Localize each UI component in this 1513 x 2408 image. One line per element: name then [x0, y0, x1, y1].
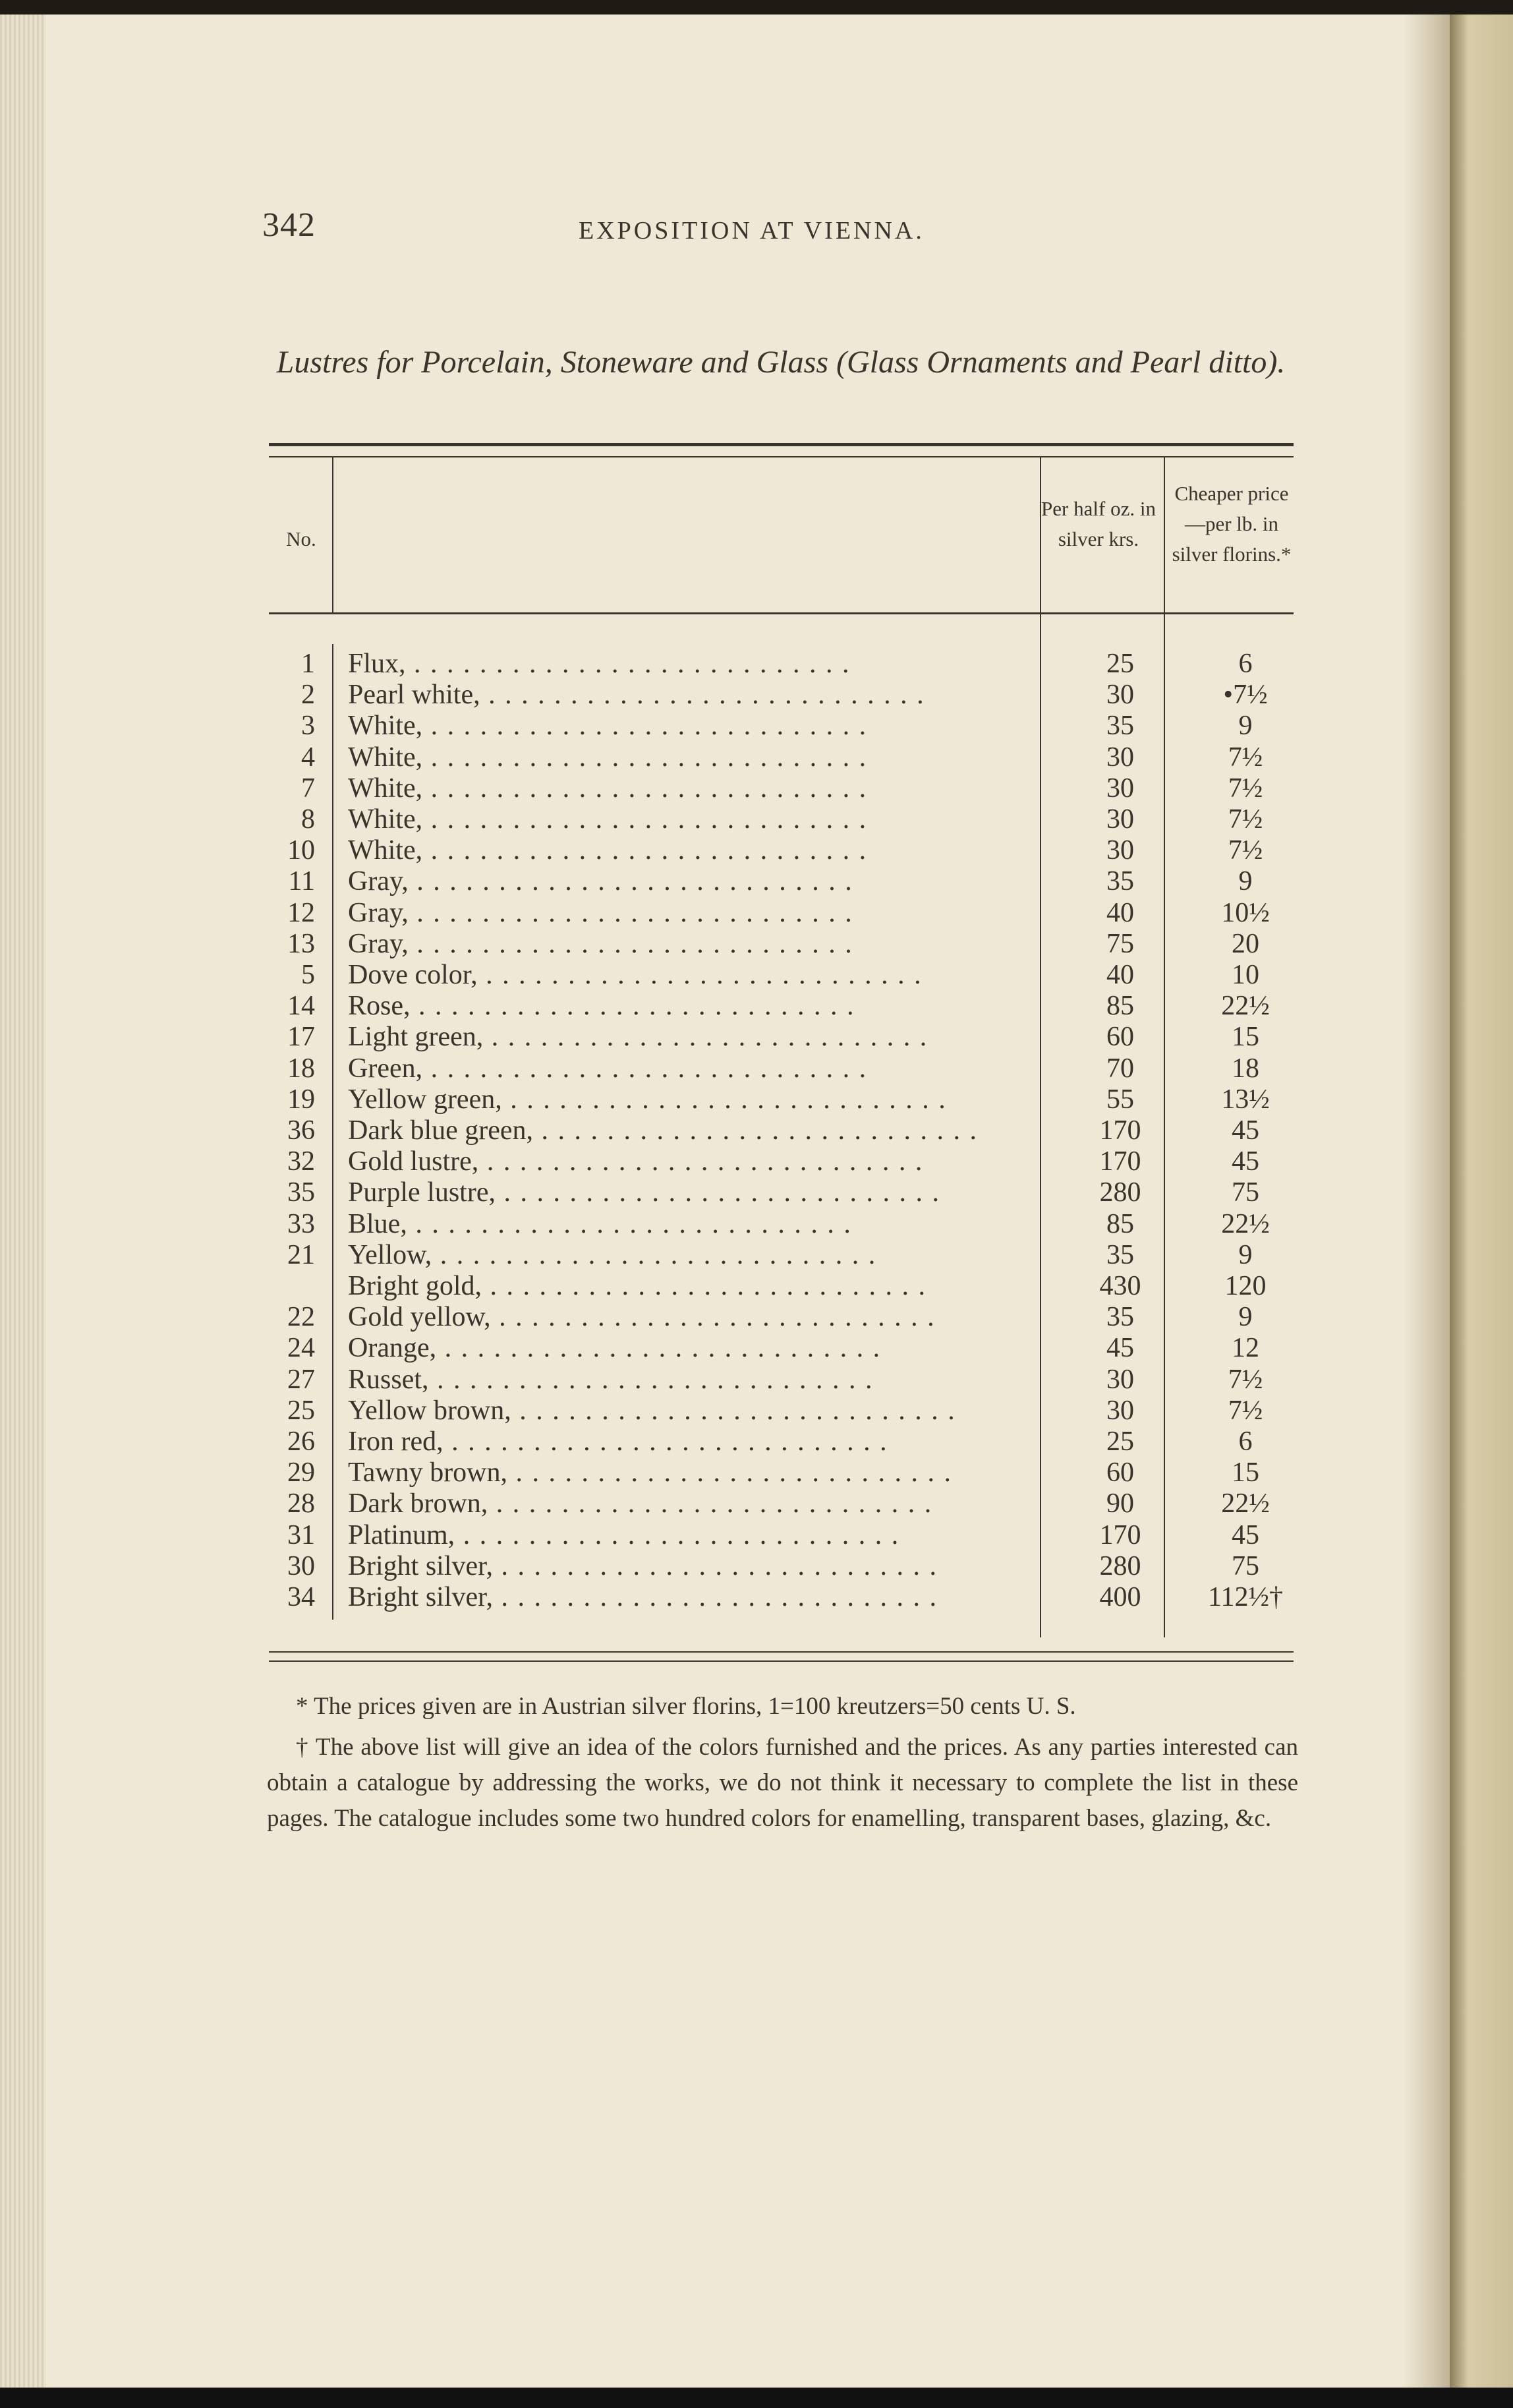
dot-leader: . . . . . . . . . . . . . . . . . . . . . . . . . . .	[408, 897, 853, 928]
price-kreuzers: 430	[1099, 1271, 1141, 1301]
color-name	[348, 1053, 1020, 1084]
price-florins: 22½	[1221, 1208, 1270, 1239]
row-number: 22	[287, 1302, 315, 1333]
table-row	[0, 1551, 1450, 1582]
price-florins: 45	[1232, 1146, 1259, 1177]
row-number: 29	[287, 1457, 315, 1488]
color-name-text: Green,	[348, 1053, 423, 1084]
dot-leader: . . . . . . . . . . . . . . . . . . . . . . . . . . .	[422, 711, 868, 742]
price-florins: 9	[1238, 1239, 1253, 1270]
price-florins: 7½	[1228, 835, 1263, 866]
row-number: 27	[287, 1364, 315, 1395]
color-name-text: Gray,	[348, 866, 409, 897]
dot-leader: . . . . . . . . . . . . . . . . . . . . . . . . . . .	[507, 1457, 953, 1488]
price-florins: 7½	[1228, 773, 1263, 804]
table-row	[0, 1333, 1450, 1364]
row-number: 8	[301, 804, 315, 835]
color-name	[348, 1333, 1020, 1364]
dot-leader: . . . . . . . . . . . . . . . . . . . . . . . . . . .	[488, 1488, 933, 1519]
color-name	[348, 991, 1020, 1022]
row-number: 35	[287, 1177, 315, 1208]
row-number: 4	[301, 742, 315, 773]
table-row	[0, 1240, 1450, 1271]
table-row	[0, 835, 1450, 866]
table-row	[0, 1365, 1450, 1395]
price-kreuzers: 280	[1099, 1177, 1141, 1208]
price-florins: 120	[1224, 1271, 1267, 1301]
price-kreuzers: 30	[1106, 835, 1134, 866]
footnote-dagger: † The above list will give an idea of the colors furnished and the prices. As any parties interested can obtain a catalogue by addressing the works, we do not think it necessary to complete the list in these pages. The catalogue includes some two hundred colors for enamelling, transparent bases, glazing, &c.	[267, 1734, 1298, 1832]
price-kreuzers: 85	[1106, 991, 1134, 1022]
table-row	[0, 1395, 1450, 1426]
row-number: 12	[287, 897, 315, 928]
color-name-text: White,	[348, 742, 423, 773]
color-name-text: Iron red,	[348, 1426, 443, 1457]
price-kreuzers: 170	[1099, 1519, 1141, 1550]
price-kreuzers: 35	[1106, 866, 1134, 897]
color-name	[348, 1302, 1020, 1333]
color-name-text: Bright silver,	[348, 1582, 493, 1612]
color-name	[348, 1115, 1020, 1146]
table-row	[0, 773, 1450, 804]
price-kreuzers: 280	[1099, 1550, 1141, 1581]
price-kreuzers: 35	[1106, 1302, 1134, 1333]
price-florins: 20	[1232, 928, 1259, 959]
table-row	[0, 898, 1450, 929]
price-kreuzers: 170	[1099, 1146, 1141, 1177]
price-florins: 15	[1232, 1022, 1259, 1053]
row-number: 18	[287, 1053, 315, 1084]
table-row	[0, 742, 1450, 773]
color-name-text: Purple lustre,	[348, 1177, 496, 1208]
color-name-text: Flux,	[348, 649, 406, 679]
row-number: 11	[288, 866, 315, 897]
price-florins: 7½	[1228, 1395, 1263, 1426]
row-number: 2	[301, 680, 315, 711]
table-row	[0, 1022, 1450, 1053]
price-kreuzers: 70	[1106, 1053, 1134, 1084]
table-row	[0, 649, 1450, 680]
row-number: 17	[287, 1022, 315, 1053]
color-name-text: Bright gold,	[348, 1271, 482, 1301]
dot-leader: . . . . . . . . . . . . . . . . . . . . . . . . . . .	[478, 1146, 924, 1177]
color-name	[348, 898, 1020, 929]
table-row	[0, 1520, 1450, 1551]
row-number: 32	[287, 1146, 315, 1177]
price-kreuzers: 60	[1106, 1457, 1134, 1488]
price-kreuzers: 30	[1106, 1395, 1134, 1426]
color-name	[348, 1457, 1020, 1488]
price-florins: 12	[1232, 1333, 1259, 1364]
price-florins: •7½	[1223, 680, 1268, 711]
color-name-text: Gray,	[348, 928, 409, 959]
price-kreuzers: 25	[1106, 1426, 1134, 1457]
row-number: 34	[287, 1582, 315, 1612]
dot-leader: . . . . . . . . . . . . . . . . . . . . . . . . . . .	[511, 1395, 956, 1426]
row-number: 21	[287, 1239, 315, 1270]
price-kreuzers: 400	[1099, 1582, 1141, 1612]
column-header-no: No.	[286, 527, 316, 550]
color-name	[348, 1022, 1020, 1053]
color-name-text: Gray,	[348, 897, 409, 928]
table-row	[0, 960, 1450, 991]
color-name	[348, 680, 1020, 711]
dot-leader: . . . . . . . . . . . . . . . . . . . . . . . . . . .	[428, 1364, 874, 1395]
price-florins: 10½	[1221, 897, 1270, 928]
color-name-text: Gold lustre,	[348, 1146, 479, 1177]
column-header-kreuzers: Per half oz. in silver krs.	[1041, 497, 1156, 550]
footnote-asterisk: * The prices given are in Austrian silver florins, 1=100 kreutzers=50 cents U. S.	[296, 1693, 1076, 1720]
color-name-text: White,	[348, 835, 423, 866]
dot-leader: . . . . . . . . . . . . . . . . . . . . . . . . . . .	[495, 1177, 940, 1208]
dot-leader: . . . . . . . . . . . . . . . . . . . . . . . . . . .	[482, 1271, 927, 1301]
table-row	[0, 1488, 1450, 1519]
dot-leader: . . . . . . . . . . . . . . . . . . . . . . . . . . .	[432, 1239, 877, 1270]
dot-leader: . . . . . . . . . . . . . . . . . . . . . . . . . . .	[477, 960, 923, 990]
price-florins: 6	[1238, 649, 1253, 679]
table-bottom-rule-thin	[269, 1660, 1294, 1662]
color-name-text: Blue,	[348, 1208, 407, 1239]
dot-leader: . . . . . . . . . . . . . . . . . . . . . . . . . . .	[483, 1022, 928, 1053]
color-name	[348, 1365, 1020, 1395]
price-florins: 45	[1232, 1115, 1259, 1146]
table-row	[0, 711, 1450, 742]
color-name-text: Orange,	[348, 1333, 437, 1364]
price-florins: 7½	[1228, 742, 1263, 773]
color-name	[348, 711, 1020, 742]
price-florins: 18	[1232, 1053, 1259, 1084]
color-name	[348, 1240, 1020, 1271]
table-row	[0, 1271, 1450, 1302]
table-top-rule	[269, 443, 1294, 446]
price-florins: 22½	[1221, 991, 1270, 1022]
page-number: 342	[262, 206, 316, 244]
price-kreuzers: 25	[1106, 649, 1134, 679]
row-number: 5	[301, 960, 315, 990]
table-bottom-rule	[269, 1651, 1294, 1653]
color-name	[348, 649, 1020, 680]
scan-border	[0, 2388, 1513, 2408]
table-row	[0, 1146, 1450, 1177]
color-name	[348, 1395, 1020, 1426]
dot-leader: . . . . . . . . . . . . . . . . . . . . . . . . . . .	[407, 1208, 852, 1239]
price-florins: 15	[1232, 1457, 1259, 1488]
column-divider	[332, 457, 333, 613]
price-florins: 9	[1238, 1302, 1253, 1333]
color-name	[348, 866, 1020, 897]
table-row	[0, 1426, 1450, 1457]
row-number: 13	[287, 928, 315, 959]
row-number: 36	[287, 1115, 315, 1146]
price-kreuzers: 40	[1106, 960, 1134, 990]
table-row	[0, 680, 1450, 711]
color-name-text: White,	[348, 773, 423, 804]
price-florins: 22½	[1221, 1488, 1270, 1519]
dot-leader: . . . . . . . . . . . . . . . . . . . . . . . . . . .	[490, 1302, 936, 1333]
price-kreuzers: 55	[1106, 1084, 1134, 1115]
running-title: EXPOSITION AT VIENNA.	[579, 217, 925, 245]
color-name-text: Gold yellow,	[348, 1302, 491, 1333]
color-name-text: White,	[348, 804, 423, 835]
row-number: 28	[287, 1488, 315, 1519]
dot-leader: . . . . . . . . . . . . . . . . . . . . . . . . . . .	[410, 991, 855, 1022]
row-number: 24	[287, 1333, 315, 1364]
price-kreuzers: 45	[1106, 1333, 1134, 1364]
dot-leader: . . . . . . . . . . . . . . . . . . . . . . . . . . .	[443, 1426, 888, 1457]
dot-leader: . . . . . . . . . . . . . . . . . . . . . . . . . . .	[480, 680, 925, 711]
color-name	[348, 773, 1020, 804]
dot-leader: . . . . . . . . . . . . . . . . . . . . . . . . . . .	[436, 1333, 882, 1364]
color-name-text: Pearl white,	[348, 680, 480, 711]
table-row	[0, 1302, 1450, 1333]
table-row	[0, 1115, 1450, 1146]
color-name-text: Rose,	[348, 991, 411, 1022]
color-name	[348, 1426, 1020, 1457]
row-number: 7	[301, 773, 315, 804]
column-header-florins: Cheaper price—per lb. in silver florins.*	[1172, 482, 1292, 566]
price-florins: 112½†	[1208, 1582, 1283, 1612]
color-name-text: Light green,	[348, 1022, 484, 1053]
row-number: 30	[287, 1550, 315, 1581]
color-name-text: Dark blue green,	[348, 1115, 534, 1146]
color-name-text: White,	[348, 711, 423, 742]
table-row	[0, 1084, 1450, 1115]
price-kreuzers: 85	[1106, 1208, 1134, 1239]
table-row	[0, 929, 1450, 960]
row-number: 19	[287, 1084, 315, 1115]
color-name	[348, 1582, 1020, 1613]
row-number: 31	[287, 1519, 315, 1550]
dot-leader: . . . . . . . . . . . . . . . . . . . . . . . . . . .	[405, 649, 851, 679]
color-name	[348, 1551, 1020, 1582]
dot-leader: . . . . . . . . . . . . . . . . . . . . . . . . . . .	[408, 928, 853, 959]
row-number: 3	[301, 711, 315, 742]
color-name-text: Yellow brown,	[348, 1395, 511, 1426]
color-name	[348, 742, 1020, 773]
table-row	[0, 991, 1450, 1022]
price-kreuzers: 75	[1106, 928, 1134, 959]
table-row	[0, 1582, 1450, 1613]
color-name	[348, 835, 1020, 866]
table-row	[0, 866, 1450, 897]
price-kreuzers: 60	[1106, 1022, 1134, 1053]
table-top-rule-thin	[269, 456, 1294, 457]
price-florins: 13½	[1221, 1084, 1270, 1115]
dot-leader: . . . . . . . . . . . . . . . . . . . . . . . . . . .	[533, 1115, 979, 1146]
table-row	[0, 804, 1450, 835]
price-florins: 45	[1232, 1519, 1259, 1550]
color-name	[348, 1084, 1020, 1115]
color-name-text: Bright silver,	[348, 1550, 493, 1581]
row-number: 10	[287, 835, 315, 866]
price-kreuzers: 30	[1106, 804, 1134, 835]
dot-leader: . . . . . . . . . . . . . . . . . . . . . . . . . . .	[422, 835, 868, 866]
table-header-rule	[269, 612, 1294, 614]
dot-leader: . . . . . . . . . . . . . . . . . . . . . . . . . . .	[492, 1550, 938, 1581]
color-name	[348, 1146, 1020, 1177]
table-row	[0, 1177, 1450, 1208]
dot-leader: . . . . . . . . . . . . . . . . . . . . . . . . . . .	[422, 1053, 868, 1084]
price-kreuzers: 40	[1106, 897, 1134, 928]
table-row	[0, 1053, 1450, 1084]
color-name	[348, 1177, 1020, 1208]
dot-leader: . . . . . . . . . . . . . . . . . . . . . . . . . . .	[408, 866, 853, 897]
color-name-text: Platinum,	[348, 1519, 455, 1550]
color-name	[348, 1488, 1020, 1519]
color-name-text: Tawny brown,	[348, 1457, 508, 1488]
color-name-text: Dark brown,	[348, 1488, 488, 1519]
color-name-text: Dove color,	[348, 960, 478, 990]
color-name-text: Yellow,	[348, 1239, 432, 1270]
price-florins: 75	[1232, 1177, 1259, 1208]
dot-leader: . . . . . . . . . . . . . . . . . . . . . . . . . . .	[492, 1582, 938, 1612]
price-florins: 9	[1238, 711, 1253, 742]
row-number: 1	[301, 649, 315, 679]
price-kreuzers: 35	[1106, 1239, 1134, 1270]
price-florins: 6	[1238, 1426, 1253, 1457]
dot-leader: . . . . . . . . . . . . . . . . . . . . . . . . . . .	[455, 1519, 900, 1550]
dot-leader: . . . . . . . . . . . . . . . . . . . . . . . . . . .	[422, 804, 868, 835]
price-kreuzers: 30	[1106, 773, 1134, 804]
color-name	[348, 1271, 1020, 1302]
price-kreuzers: 30	[1106, 742, 1134, 773]
table-row	[0, 1209, 1450, 1240]
price-kreuzers: 30	[1106, 680, 1134, 711]
price-kreuzers: 170	[1099, 1115, 1141, 1146]
color-name	[348, 960, 1020, 991]
price-kreuzers: 30	[1106, 1364, 1134, 1395]
price-kreuzers: 35	[1106, 711, 1134, 742]
price-florins: 9	[1238, 866, 1253, 897]
row-number: 14	[287, 991, 315, 1022]
color-name	[348, 1209, 1020, 1240]
color-name	[348, 1520, 1020, 1551]
price-kreuzers: 90	[1106, 1488, 1134, 1519]
adjacent-page-edge	[1450, 15, 1513, 2388]
price-florins: 75	[1232, 1550, 1259, 1581]
color-name	[348, 929, 1020, 960]
price-florins: 7½	[1228, 1364, 1263, 1395]
color-name	[348, 804, 1020, 835]
price-florins: 10	[1232, 960, 1259, 990]
book-page	[0, 15, 1450, 2388]
dot-leader: . . . . . . . . . . . . . . . . . . . . . . . . . . .	[501, 1084, 947, 1115]
table-row	[0, 1457, 1450, 1488]
color-name-text: Russet,	[348, 1364, 429, 1395]
price-florins: 7½	[1228, 804, 1263, 835]
row-number: 25	[287, 1395, 315, 1426]
color-name-text: Yellow green,	[348, 1084, 502, 1115]
table-caption: Lustres for Porcelain, Stoneware and Glass (Glass Ornaments and Pearl ditto).	[276, 345, 1286, 380]
row-number: 26	[287, 1426, 315, 1457]
row-number: 33	[287, 1208, 315, 1239]
dot-leader: . . . . . . . . . . . . . . . . . . . . . . . . . . .	[422, 773, 868, 804]
dot-leader: . . . . . . . . . . . . . . . . . . . . . . . . . . .	[422, 742, 868, 773]
